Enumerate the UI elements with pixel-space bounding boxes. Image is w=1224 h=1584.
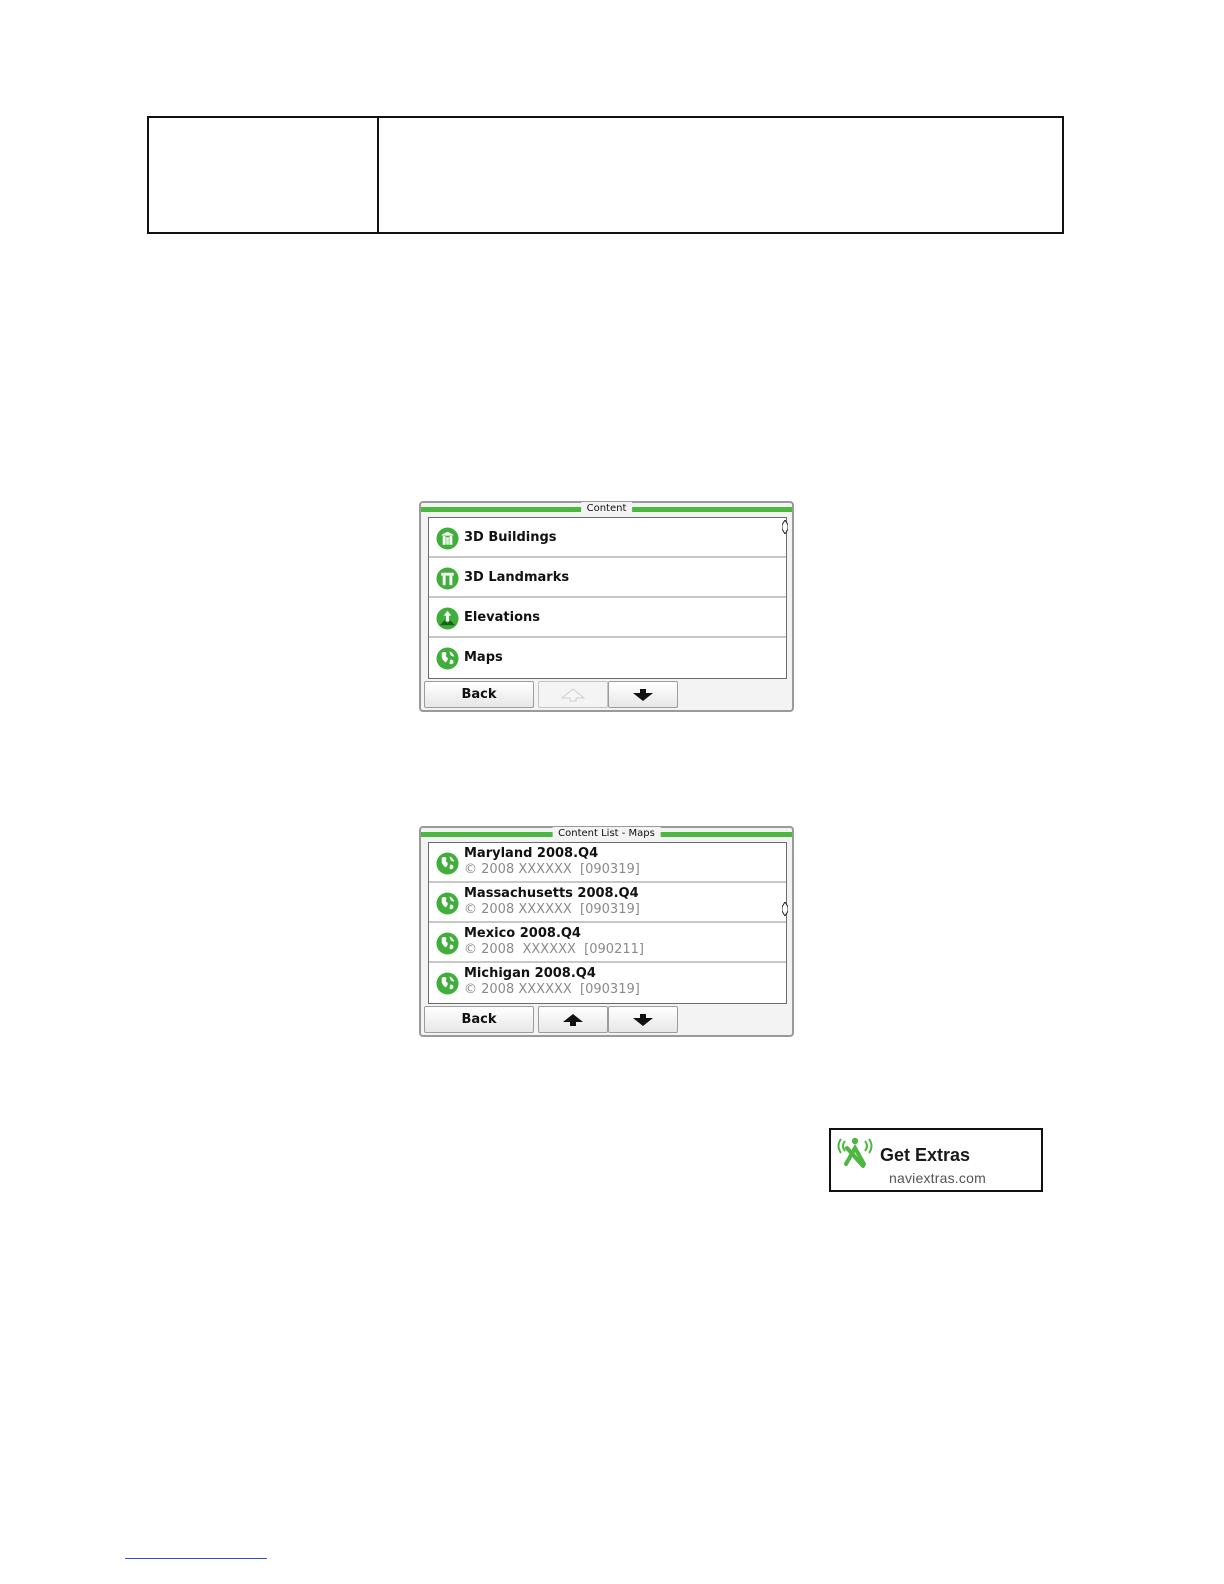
table-column-divider [377,118,379,232]
get-extras-logo [829,1128,1043,1192]
list-item-3d-landmarks[interactable] [429,558,786,598]
elevation-icon [436,607,459,630]
button-bar [424,1006,790,1034]
globe-icon [436,647,459,670]
content-list-maps-screen [419,826,794,1037]
scroll-down-button[interactable] [608,681,678,708]
list-item-3d-buildings[interactable] [429,518,786,558]
arrow-up-icon [561,1013,585,1027]
list-item[interactable] [429,923,786,963]
screen-title: Content List - Maps [552,827,661,841]
list-item-elevations[interactable] [429,598,786,638]
footnote-separator [125,1558,267,1559]
scroll-up-button[interactable] [538,681,608,708]
screen-title: Content [581,502,633,516]
item-label: Michigan 2008.Q4 [464,966,596,981]
item-label: Maryland 2008.Q4 [464,846,599,861]
content-list[interactable] [428,517,787,679]
globe-icon [436,892,459,915]
list-item[interactable] [429,843,786,883]
screen-title-bar [421,503,792,517]
item-label: Elevations [464,610,540,625]
scroll-indicator-icon[interactable] [782,520,788,534]
screen-title-bar [421,828,792,842]
content-screen [419,501,794,712]
arrow-down-icon [631,688,655,702]
back-button[interactable]: Back [424,1006,534,1033]
list-item[interactable] [429,883,786,923]
back-button[interactable]: Back [424,681,534,708]
item-label: Massachusetts 2008.Q4 [464,886,639,901]
naviextras-logo-icon [837,1136,873,1170]
map-list[interactable] [428,842,787,1004]
item-label: Mexico 2008.Q4 [464,926,581,941]
scroll-indicator-icon[interactable] [782,902,788,916]
item-label: 3D Buildings [464,530,557,545]
arrow-up-icon [560,688,586,702]
item-subtitle: © 2008 XXXXXX [090319] [464,862,640,877]
item-label: Maps [464,650,503,665]
button-bar [424,681,790,709]
list-item[interactable] [429,963,786,1003]
landmark-icon [436,567,459,590]
globe-icon [436,852,459,875]
extras-title: Get Extras [880,1145,971,1165]
list-item-maps[interactable] [429,638,786,678]
extras-url: naviextras.com [889,1170,986,1186]
item-subtitle: © 2008 XXXXXX [090211] [464,942,644,957]
scroll-up-button[interactable] [538,1006,608,1033]
item-subtitle: © 2008 XXXXXX [090319] [464,982,640,997]
info-table [147,116,1064,234]
item-label: 3D Landmarks [464,570,570,585]
scroll-down-button[interactable] [608,1006,678,1033]
building-icon [436,527,459,550]
item-subtitle: © 2008 XXXXXX [090319] [464,902,640,917]
globe-icon [436,972,459,995]
globe-icon [436,932,459,955]
arrow-down-icon [631,1013,655,1027]
